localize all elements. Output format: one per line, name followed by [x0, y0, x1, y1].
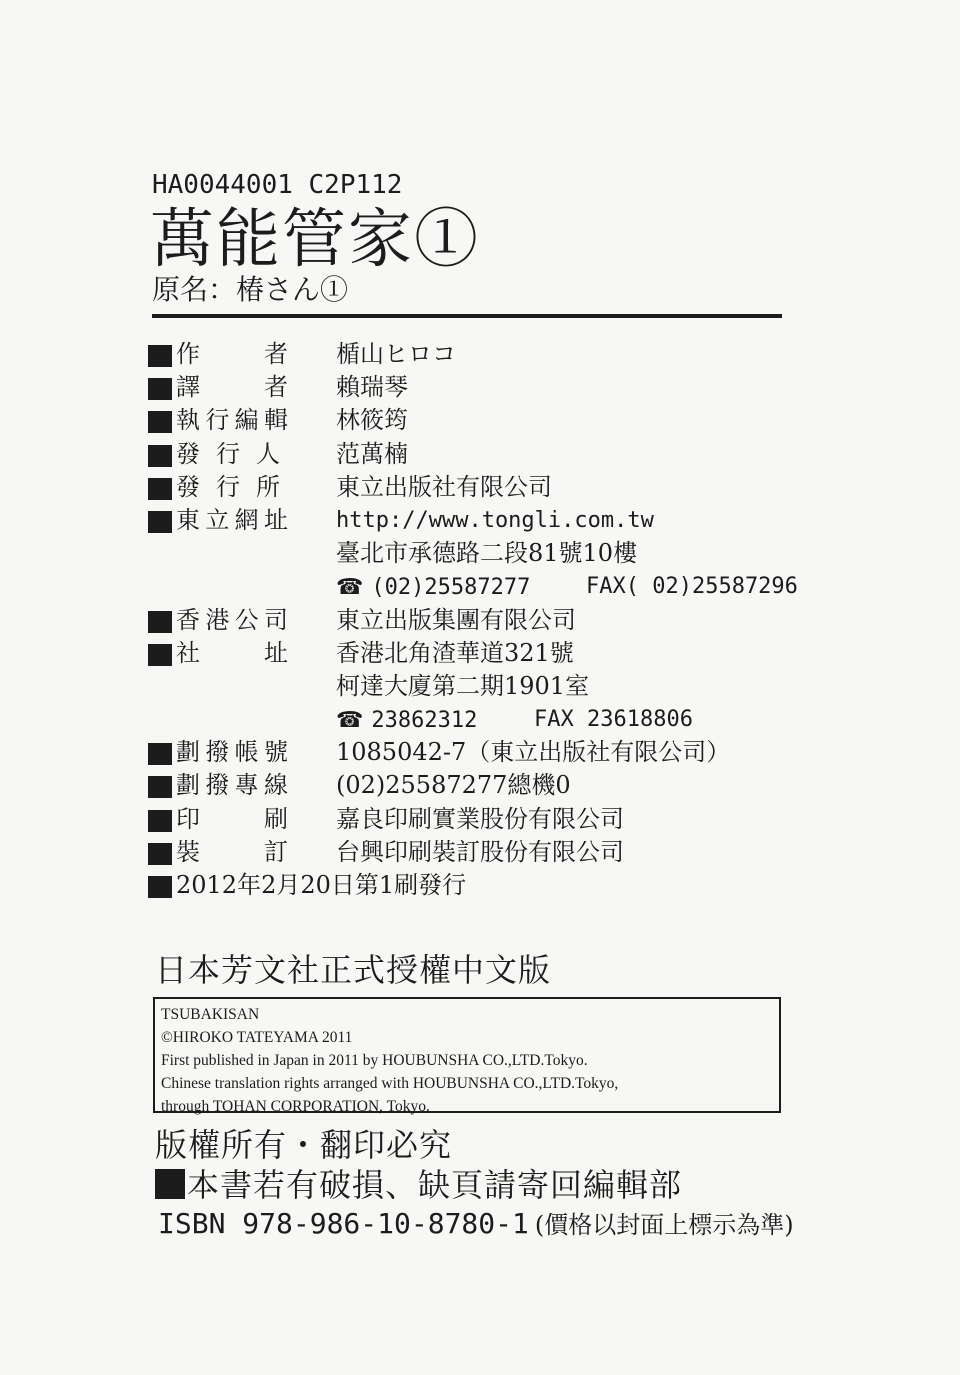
- credit-label: 劃 撥 帳 號: [176, 738, 288, 767]
- copyright-line: TSUBAKISAN: [161, 1006, 260, 1023]
- credit-row-printing: [148, 803, 848, 836]
- credit-row-publishing-house: [148, 471, 848, 504]
- isbn-line: [158, 1206, 794, 1243]
- first-print-row: [148, 869, 848, 902]
- price-note: (價格以封面上標示為準): [534, 1211, 794, 1239]
- book-title: 萬能管家①: [150, 203, 480, 277]
- credit-value: 林筱筠: [336, 406, 408, 435]
- copyright-line: ©HIROKO TATEYAMA 2011: [161, 1029, 353, 1046]
- damage-notice: 本書若有破損、缺頁請寄回編輯部: [155, 1165, 682, 1205]
- credit-row-translator: [148, 371, 848, 404]
- credit-row-transfer-line: [148, 769, 848, 802]
- authorization-statement: 日本芳文社正式授權中文版: [155, 951, 552, 989]
- credit-value: 賴瑞琴: [336, 373, 408, 402]
- divider: [152, 314, 782, 318]
- credit-label: 印 刷: [176, 804, 288, 833]
- phone-icon: ☎: [336, 708, 364, 734]
- copyright-line: First published in Japan in 2011 by HOUBUNSHA CO.,LTD.Tokyo.: [161, 1052, 588, 1069]
- bullet-square-icon: [148, 478, 172, 500]
- product-code: HA0044001 C2P112: [152, 170, 403, 200]
- credit-row-author: [148, 338, 848, 371]
- hk-phone-row: [148, 703, 848, 736]
- copyright-box: [153, 997, 781, 1113]
- bullet-square-icon: [148, 876, 172, 898]
- copyright-line: Chinese translation rights arranged with HOUBUNSHA CO.,LTD.Tokyo,: [161, 1075, 619, 1092]
- hk-address-row: [148, 670, 848, 703]
- hk-fax: FAX 23618806: [534, 707, 693, 733]
- credit-label: 裝 訂: [176, 837, 288, 866]
- isbn: ISBN 978-986-10-8780-1: [158, 1207, 529, 1240]
- bullet-square-icon: [148, 411, 172, 433]
- bullet-square-icon: [148, 345, 172, 367]
- credit-label: 東 立 網 址: [176, 505, 288, 534]
- credit-value: 1085042-7（東立出版社有限公司）: [336, 738, 731, 767]
- bullet-square-icon: [148, 743, 172, 765]
- tongli-fax: FAX( 02)25587296: [586, 574, 798, 600]
- credit-label: 發 行 所: [176, 472, 280, 501]
- hk-address2: 柯達大廈第二期1901室: [336, 671, 590, 700]
- credit-value: 嘉良印刷實業股份有限公司: [336, 804, 624, 833]
- bullet-square-icon: [148, 611, 172, 633]
- credit-label: 發 行 人: [176, 439, 280, 468]
- credit-row-hk-address: [148, 637, 848, 670]
- credit-label: 執 行 編 輯: [176, 406, 288, 435]
- credit-row-website: [148, 504, 848, 537]
- website-url[interactable]: http://www.tongli.com.tw: [336, 507, 654, 533]
- credit-value: 東立出版社有限公司: [336, 472, 552, 501]
- credit-row-publisher: [148, 438, 848, 471]
- first-print-date: 2012年2月20日第1刷發行: [176, 871, 467, 899]
- credit-label: 劃 撥 專 線: [176, 771, 288, 800]
- bullet-square-icon: [148, 378, 172, 400]
- hk-phone: 23862312: [371, 708, 478, 734]
- phone-row: [148, 570, 848, 603]
- tongli-address: 臺北市承德路二段81號10樓: [336, 539, 638, 568]
- credit-label: 譯 者: [176, 373, 288, 402]
- bullet-square-icon: [148, 843, 172, 865]
- tongli-phone: (02)25587277: [371, 575, 531, 601]
- bullet-square-icon: [148, 776, 172, 798]
- copyright-line: through TOHAN CORPORATION, Tokyo.: [161, 1098, 430, 1115]
- credit-value: 東立出版集團有限公司: [336, 605, 576, 634]
- credit-value: 台興印刷裝訂股份有限公司: [336, 837, 624, 866]
- address-row: [148, 537, 848, 570]
- credits-list: [148, 338, 848, 902]
- phone-icon: ☎: [336, 575, 364, 601]
- credit-row-transfer-account: [148, 736, 848, 769]
- bullet-square-icon: [148, 644, 172, 666]
- bullet-square-icon: [155, 1169, 185, 1199]
- credit-row-binding: [148, 836, 848, 869]
- credit-label: 社 址: [176, 638, 288, 667]
- bullet-square-icon: [148, 511, 172, 533]
- credit-value: 香港北角渣華道321號: [336, 638, 574, 667]
- credit-label: 香 港 公 司: [176, 605, 288, 634]
- credit-row-hk-company: [148, 604, 848, 637]
- original-title: 原名：椿さん①: [152, 273, 349, 306]
- credit-value: 范萬楠: [336, 439, 408, 468]
- credit-value: (02)25587277總機0: [336, 771, 571, 800]
- credit-label: 作 者: [176, 340, 288, 368]
- credit-value: 楯山ヒロコ: [336, 340, 456, 368]
- bullet-square-icon: [148, 810, 172, 832]
- bullet-square-icon: [148, 445, 172, 467]
- rights-reserved: 版權所有・翻印必究: [155, 1126, 453, 1164]
- credit-row-editor: [148, 404, 848, 437]
